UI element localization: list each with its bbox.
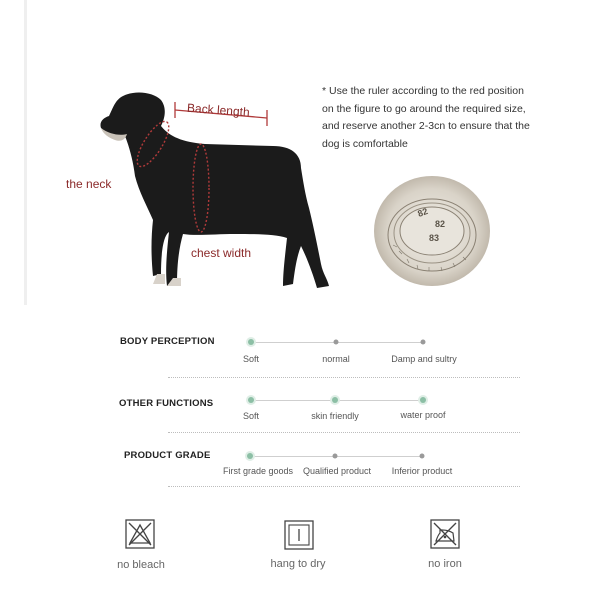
back-length-label: Back length (186, 100, 251, 120)
no-bleach-icon (125, 519, 155, 549)
hang-to-dry-label: hang to dry (270, 558, 326, 570)
product-grade-title: PRODUCT GRADE (124, 450, 211, 461)
other-functions-dot-skin-friendly (332, 397, 338, 403)
body-perception-title: BODY PERCEPTION (120, 336, 215, 347)
body-perception-dot-normal (334, 340, 339, 345)
product-grade-dot-inferior (420, 454, 425, 459)
other-functions-dot-soft (248, 397, 254, 403)
product-grade-option-inferior: Inferior product (391, 466, 453, 476)
no-iron-icon (430, 519, 460, 549)
divider (168, 432, 520, 433)
product-grade-dot-first-grade (247, 453, 253, 459)
no-bleach-label: no bleach (117, 559, 165, 571)
body-perception-option-normal: normal (322, 354, 350, 364)
divider (168, 377, 520, 378)
product-grade-dot-qualified (333, 454, 338, 459)
body-perception-dot-damp (421, 340, 426, 345)
divider (168, 486, 520, 487)
product-grade-option-first-grade: First grade goods (222, 466, 294, 476)
tape-measure-photo (373, 175, 491, 287)
body-perception-dot-soft (248, 339, 254, 345)
svg-text:83: 83 (429, 233, 440, 243)
other-functions-option-soft: Soft (242, 411, 260, 421)
no-iron-label: no iron (428, 558, 462, 570)
other-functions-option-skin-friendly: skin friendly (311, 411, 359, 421)
measuring-note: * Use the ruler according to the red position on the figure to go around the required size, and reserve another 2-3cn to ensure that the dog is comfortable (322, 85, 530, 150)
body-perception-option-damp: Damp and sultry (391, 354, 457, 364)
other-functions-dot-water-proof (420, 397, 426, 403)
page-edge-rule (24, 0, 27, 305)
product-grade-option-qualified: Qualified product (302, 466, 372, 476)
dog-silhouette-figure (95, 88, 330, 293)
body-perception-option-soft: Soft (242, 354, 260, 364)
other-functions-title: OTHER FUNCTIONS (119, 398, 214, 409)
neck-label: the neck (66, 177, 112, 191)
other-functions-option-water-proof: water proof (400, 410, 446, 420)
chest-width-label: chest width (191, 246, 252, 260)
svg-text:82: 82 (416, 206, 430, 219)
svg-text:82: 82 (435, 219, 446, 229)
hang-to-dry-icon (284, 520, 314, 550)
